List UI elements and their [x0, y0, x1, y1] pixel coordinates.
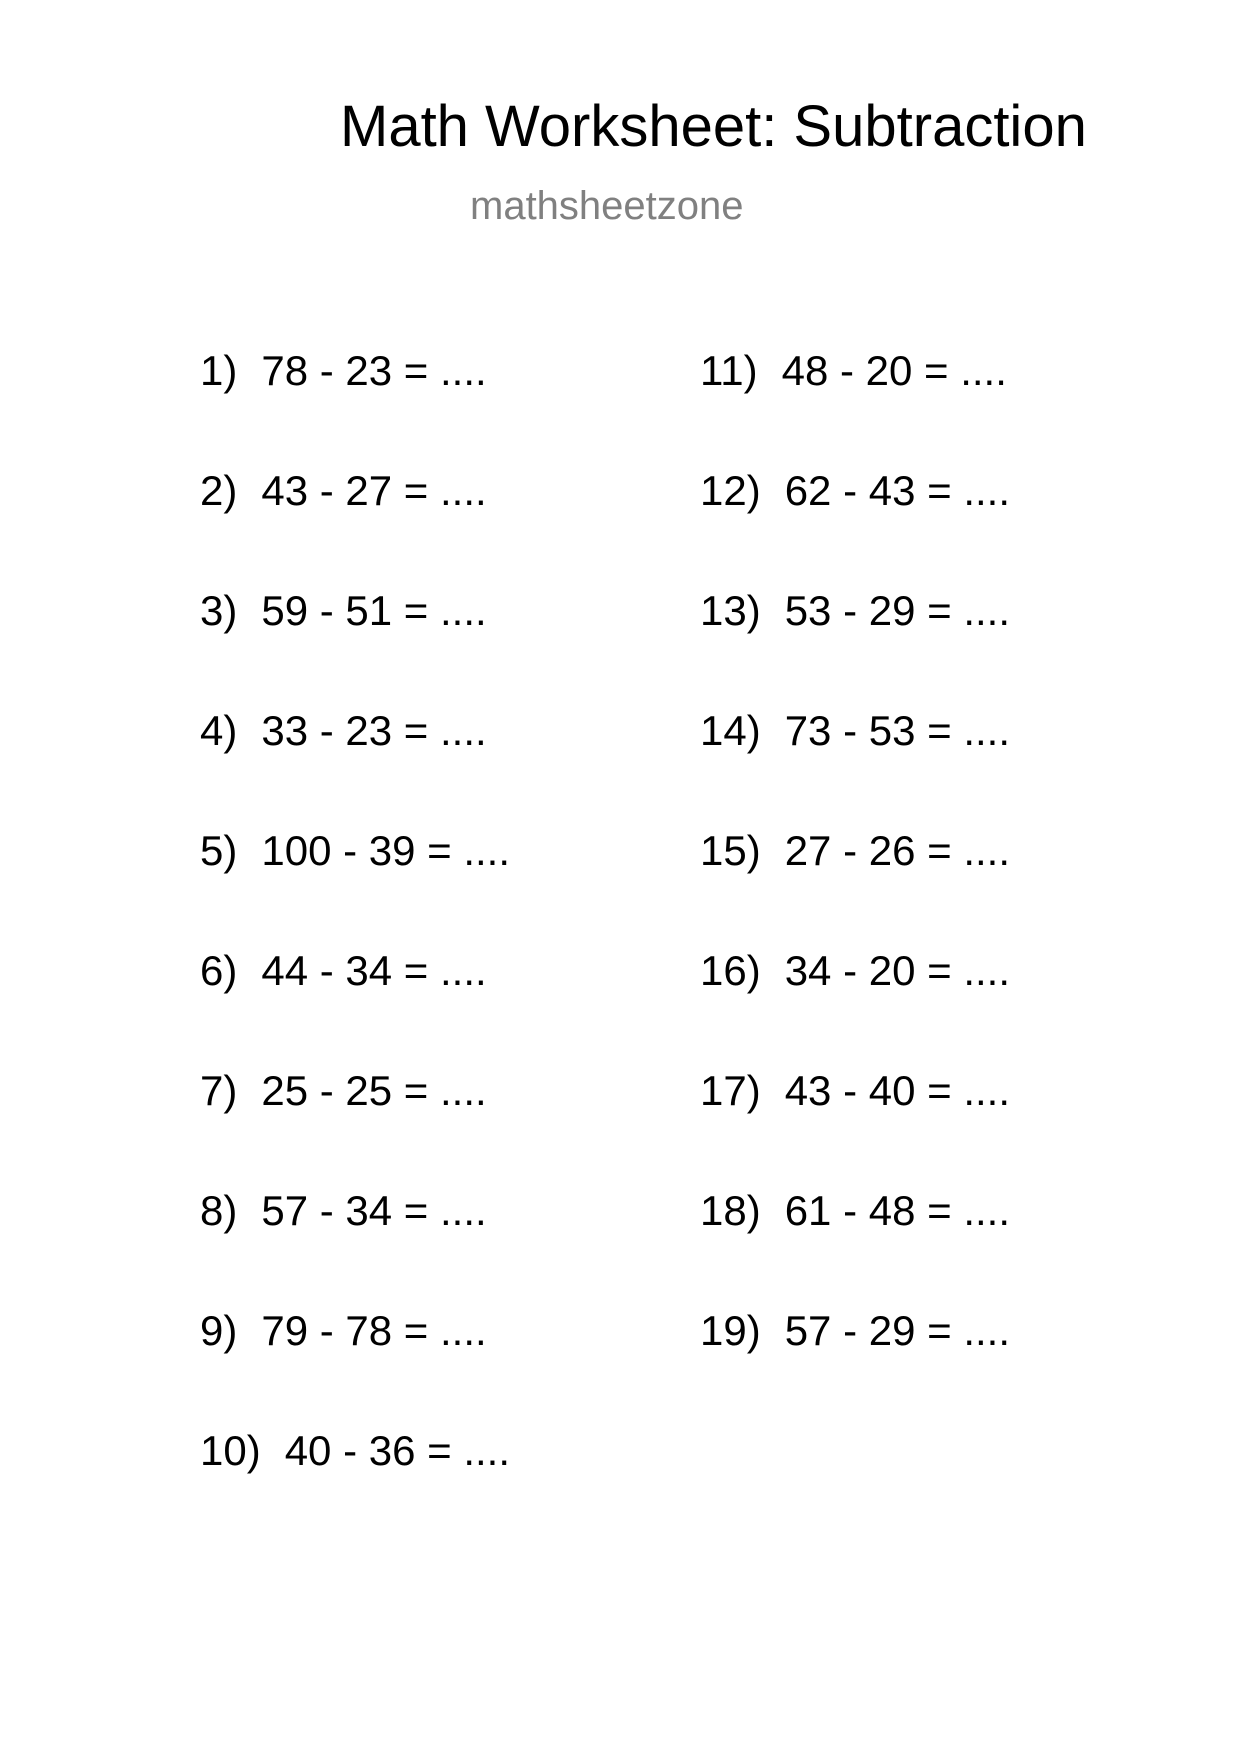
- problem-number: 11): [700, 347, 758, 394]
- problem-expression: 44 - 34 = ....: [261, 947, 487, 994]
- problem-item: [200, 707, 510, 830]
- problem-expression: 100 - 39 = ....: [261, 827, 511, 874]
- problem-number: 13): [700, 587, 761, 634]
- problem-number: 18): [700, 1187, 761, 1234]
- worksheet-title: Math Worksheet: Subtraction: [340, 94, 1087, 159]
- problem-number: 10): [200, 1427, 261, 1474]
- problem-expression: 57 - 34 = ....: [261, 1187, 487, 1234]
- problem-expression: 73 - 53 = ....: [784, 707, 1011, 754]
- problem-number: 9): [200, 1307, 238, 1354]
- problem-item: [200, 827, 511, 950]
- problem-item: [700, 707, 1011, 830]
- problem-number: 5): [200, 827, 238, 874]
- problem-expression: 79 - 78 = ....: [261, 1307, 487, 1354]
- problem-expression: 62 - 43 = ....: [784, 467, 1011, 514]
- problem-item: [700, 587, 1011, 710]
- problem-expression: 34 - 20 = ....: [784, 947, 1011, 994]
- problem-number: 17): [700, 1067, 761, 1114]
- problem-item: [200, 467, 510, 590]
- problem-number: 15): [700, 827, 761, 874]
- problem-item: [700, 1067, 1011, 1190]
- problem-number: 8): [200, 1187, 238, 1234]
- problem-number: 2): [200, 467, 238, 514]
- problem-expression: 33 - 23 = ....: [261, 707, 487, 754]
- problem-item: [200, 347, 510, 470]
- problem-item: [700, 827, 1011, 950]
- problem-number: 6): [200, 947, 238, 994]
- problems-column-left: [200, 347, 511, 1550]
- problem-item: [200, 1307, 510, 1430]
- problem-item: [700, 1187, 1011, 1310]
- problem-item: [700, 347, 1010, 470]
- problem-number: 12): [700, 467, 761, 514]
- problem-number: 4): [200, 707, 238, 754]
- problem-expression: 57 - 29 = ....: [784, 1307, 1011, 1354]
- worksheet-source: mathsheetzone: [470, 184, 744, 228]
- problem-item: [700, 467, 1011, 590]
- problem-number: 1): [200, 347, 238, 394]
- problem-expression: 43 - 40 = ....: [784, 1067, 1011, 1114]
- problem-item: [200, 1067, 510, 1190]
- problem-expression: 53 - 29 = ....: [784, 587, 1011, 634]
- problem-expression: 61 - 48 = ....: [784, 1187, 1011, 1234]
- problem-number: 14): [700, 707, 761, 754]
- problem-expression: 27 - 26 = ....: [784, 827, 1011, 874]
- problem-item: [200, 947, 510, 1070]
- problem-expression: 78 - 23 = ....: [261, 347, 487, 394]
- problem-expression: 43 - 27 = ....: [261, 467, 487, 514]
- problem-item: [200, 1427, 511, 1550]
- problem-expression: 40 - 36 = ....: [284, 1427, 511, 1474]
- problem-item: [200, 587, 510, 710]
- problem-expression: 48 - 20 = ....: [781, 347, 1007, 394]
- problem-item: [700, 1307, 1011, 1430]
- problem-number: 19): [700, 1307, 761, 1354]
- problem-number: 16): [700, 947, 761, 994]
- problem-expression: 59 - 51 = ....: [261, 587, 487, 634]
- problem-number: 7): [200, 1067, 238, 1114]
- problems-column-right: [700, 347, 1011, 1430]
- problem-number: 3): [200, 587, 238, 634]
- problem-expression: 25 - 25 = ....: [261, 1067, 487, 1114]
- problem-item: [700, 947, 1011, 1070]
- problem-item: [200, 1187, 510, 1310]
